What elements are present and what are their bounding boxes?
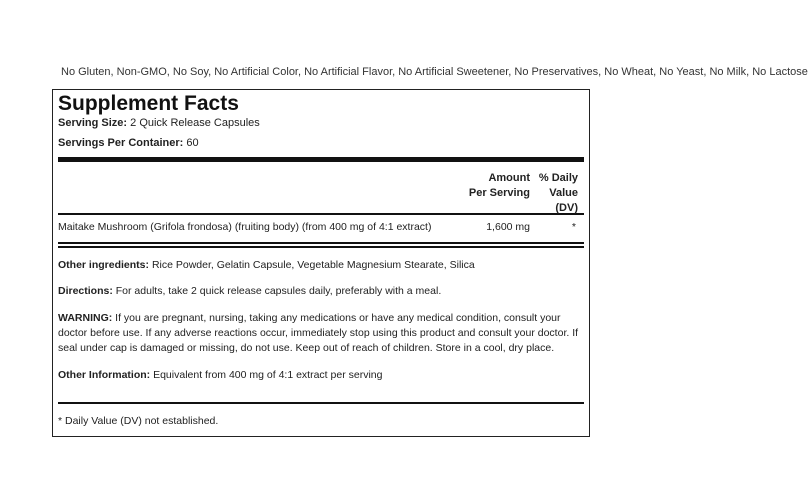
amount-header-line2: Per Serving xyxy=(468,187,530,199)
warning-value: If you are pregnant, nursing, taking any medications or have any medical condition, consult your doctor before use. If any adverse reactions occur, immediately stop using this product and consult your doctor. If seal under cap is damaged or missing, do not use. Keep out of reach of children. Store in a cool, dry place. xyxy=(58,312,579,354)
ingredient-dv: * xyxy=(571,221,576,233)
warning-label: WARNING: xyxy=(58,312,113,324)
other-ingredients-value: Rice Powder, Gelatin Capsule, Vegetable Magnesium Stearate, Silica xyxy=(151,259,475,271)
divider-double-inner xyxy=(58,246,584,248)
amount-header-line1: Amount xyxy=(488,172,530,184)
column-header xyxy=(58,162,584,214)
directions-label: Directions: xyxy=(58,285,113,297)
warning xyxy=(58,311,584,356)
allergen-statement: No Gluten, Non-GMO, No Soy, No Artificial Color, No Artificial Flavor, No Artificial Sweetener, No Preservatives, No Wheat, No Yeast, No Milk, No Lactose xyxy=(61,66,808,78)
supplement-facts-panel xyxy=(52,89,590,437)
servings-per-container xyxy=(58,136,584,150)
serving-size-value: 2 Quick Release Capsules xyxy=(130,117,260,129)
dv-header-line3: (DV) xyxy=(555,202,578,214)
divider-double xyxy=(58,242,584,248)
other-ingredients-label: Other ingredients: xyxy=(58,259,150,271)
ingredient-row xyxy=(58,215,584,240)
other-info-label: Other Information: xyxy=(58,369,151,381)
servings-per-value: 60 xyxy=(186,137,199,149)
directions-value: For adults, take 2 quick release capsules daily, preferably with a meal. xyxy=(115,285,442,297)
divider-footer xyxy=(58,402,584,404)
other-info-value: Equivalent from 400 mg of 4:1 extract per serving xyxy=(153,369,383,381)
servings-per-label: Servings Per Container: xyxy=(58,137,184,149)
dv-header xyxy=(533,171,578,216)
panel-title: Supplement Facts xyxy=(58,92,239,115)
directions xyxy=(58,284,584,299)
serving-size-label: Serving Size: xyxy=(58,117,128,129)
ingredient-name: Maitake Mushroom (Grifola frondosa) (fruiting body) (from 400 mg of 4:1 extract) xyxy=(58,221,432,233)
dv-header-line2: Value xyxy=(549,187,578,199)
footnote: * Daily Value (DV) not established. xyxy=(58,415,219,427)
other-information xyxy=(58,368,584,383)
dv-header-line1: % Daily xyxy=(538,172,578,184)
amount-header xyxy=(460,171,530,201)
ingredient-amount: 1,600 mg xyxy=(486,221,530,233)
other-ingredients xyxy=(58,258,584,273)
serving-size xyxy=(58,116,584,130)
